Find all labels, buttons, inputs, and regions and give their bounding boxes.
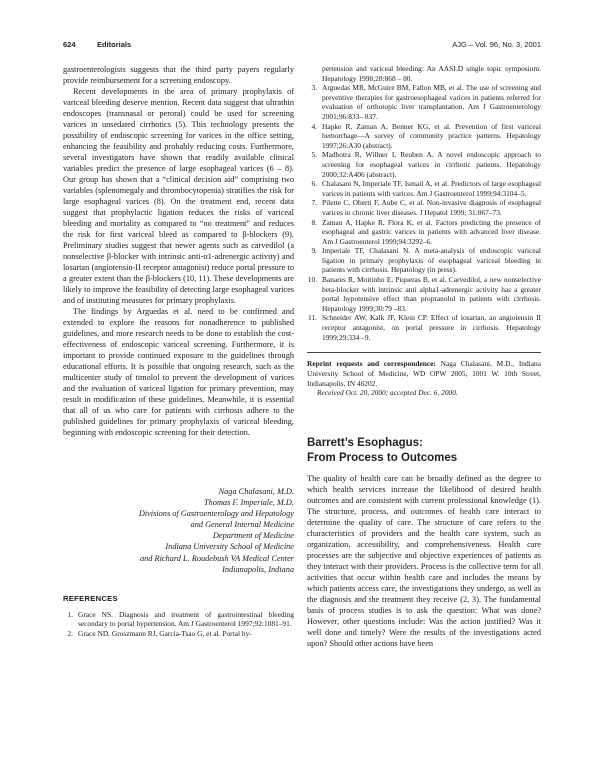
reference-text: Zaman A, Hapke R, Flora K, et al. Factors predicting the presence of esophageal and gastric varices in patients with advanced liver disease. Am J Gastroenterol 1999;94:3292–6. — [322, 217, 541, 246]
article-title-line: Barrett’s Esophagus: — [307, 437, 423, 450]
reference-item — [307, 83, 541, 121]
reference-item — [63, 629, 294, 639]
reference-number: 8. — [311, 217, 317, 227]
body-paragraph: Recent developments in the area of primary prophylaxis of variceal bleeding deserve mention. Recent data suggest that ultrathin endoscopes (transnasal or peroral) could be used for screening varices in unsedated cirrhotics (5). This technology presents the possibility of endoscopic screening for varices in the office setting, enhancing the feasibility and probably reducing costs. Furthermore, several investigators have shown that readily available clinical variables predict the presence of large esophageal varices (6 – 8). Our group has shown that a “clinical decision aid” comprising two variables (splenomegaly and thrombocytopenia) stratifies the risk for large esophageal varices (8). On the treatment end, recent data suggest that prophylactic ligation reduces the risks of variceal bleeding and mortality as compared to “no treatment” and reduces the risk for first variceal bleed as compared to β-blockers (9). Preliminary studies suggest that newer agents such as carvedilol (a nonselective β-blocker with intrinsic anti-α1-adrenergic activity) and losartan (angiotensin-II receptor antagonist) reduce portal pressure to a greater extent than the β-blockers (10, 11). These developments are likely to improve the feasibility of detecting large esophageal varices and of instituting measures for primary prophylaxis. — [63, 87, 294, 305]
reference-text: Grace ND, Groszmann RJ, Garcia-Tsao G, et al. Portal hy- — [78, 628, 252, 638]
correspondence-block — [307, 352, 541, 398]
reference-number: 6. — [311, 179, 317, 189]
reference-text: Schneider AW, Kalk JF, Klein CP. Effect of losartan, an angiotensin II receptor antagonist, on portal pressure in cirrhosis. Hepatology 1999;29:334 –9. — [322, 313, 541, 342]
reference-text: Grace NS. Diagnosis and treatment of gastrointestinal bleeding secondary to portal hypertension. Am J Gastroenterol 1997;92:1081–91. — [78, 609, 294, 629]
reference-item — [63, 610, 294, 629]
left-column — [63, 64, 294, 639]
reference-item — [307, 313, 541, 342]
reference-text: Imperiale TF, Chalasani N. A meta-analysis of endoscopic variceal ligation in primary prophylaxis of esophageal variceal bleeding in patients with cirrhosis. Hepatology (in press). — [322, 246, 541, 275]
reference-item — [307, 122, 541, 151]
reference-list-continued — [307, 64, 541, 342]
reference-number: 5. — [311, 150, 317, 160]
reference-text: Hapke R, Zaman A, Benner KG, et al. Prevention of first variceal hemorrhage—A survey of community practice patterns. Hepatology 1997;26:A30 (abstract). — [322, 121, 541, 150]
reference-item — [307, 198, 541, 217]
reference-number: 11. — [308, 313, 317, 323]
reference-number: 3. — [311, 83, 317, 93]
reference-text: Pilette C, Oberti F, Aube C, et al. Non-invasive diagnosis of esophageal varices in chronic liver diseases. J Hepatol 1999; 31:867–73. — [322, 198, 541, 217]
reference-text: Chalasani N, Imperiale TF, Ismail A, et al. Predictors of large esophageal varices in patients with varices. Am J Gastroenterol 1999;94:3104–5. — [322, 179, 541, 198]
article-title — [307, 436, 541, 465]
reference-item — [307, 218, 541, 247]
reference-item-continued — [307, 64, 541, 83]
right-column — [307, 64, 541, 649]
affiliation-line: and Richard L. Roudebush VA Medical Center — [139, 553, 294, 563]
correspondence-label: Reprint requests and correspondence: — [307, 359, 436, 369]
reference-item — [307, 275, 541, 313]
reference-text: pertension and variceal bleeding: An AASLD single topic symposium. Hepatology 1998;28:868 – 80. — [322, 64, 541, 83]
article-body-paragraph: The quality of health care can be broadly defined as the degree to which health services increase the likelihood of desired health outcomes and are consistent with current professional knowledge (1). The structure, process, and outcomes of health care interact to determine the quality of care. The structure of care refers to the characteristics of providers and the health care system, such as organization, accessibility, and comprehensiveness. Health care processes are the subjective and objective experiences of patients as they interact with their providers. Process is the collective term for all activities that occur within health care and includes the means by which patients access care, the investigations they undergo, as well as the diagnosis and the treatment they receive (2, 3). The fundamental basis of process studies is to ask the question: What was done? However, other questions include: Was the action justified? Was it well done and timely? Were the results of the investigations acted upon? Should other actions have been — [307, 474, 541, 649]
correspondence-text — [307, 359, 541, 388]
affiliation-line: Indianapolis, Indiana — [222, 564, 294, 574]
reference-number: 4. — [311, 121, 317, 131]
affiliation-line: Department of Medicine — [212, 531, 294, 541]
reference-item — [307, 150, 541, 179]
journal-citation: AJG – Vol. 96, No. 3, 2001 — [452, 40, 541, 49]
reference-text: Arguedas MR, McGuire BM, Fallon MB, et al. The use of screening and preventive therapies for gastroesophageal varices in patients referred for evaluation of orthotopic liver transplantation. Am J Gastroenterology 2001;96:833– 837. — [322, 83, 541, 121]
reference-list — [63, 610, 294, 639]
affiliation-line: Divisions of Gastroenterology and Hepatology — [138, 509, 294, 519]
reference-item — [307, 179, 541, 198]
reference-number: 10. — [307, 275, 317, 285]
body-paragraph: The findings by Arguedas et al. need to be confirmed and extended to explore the reasons for nonadherence to published guidelines, and more research needs to be done to establish the cost-effectiveness of endoscopic variceal screening. Furthermore, it is important to provide continued exposure to the guidelines through educational efforts. It is possible that ongoing research, such as the multicenter study of timolol to prevent the development of varices and the evaluation of variceal ligation for primary prevention, may result in modification of these guidelines. Meanwhile, it is essential that all of us who care for patients with cirrhosis adhere to the published guidelines for primary prophylaxis of variceal bleeding, beginning with endoscopic screening for their detection. — [63, 307, 294, 437]
body-paragraph: gastroenterologists suggests that the third party payers regularly provide reimbursement for a screening endoscopy. — [63, 65, 294, 85]
author-name: Naga Chalasani, M.D. — [218, 487, 294, 496]
correspondence-address: Naga Chalasani, M.D., Indiana University School of Medicine, WD OPW 2005, 1001 W. 10th Street, Indianapolis, IN 46202. — [307, 359, 541, 388]
reference-item — [307, 246, 541, 275]
reference-number: 2. — [67, 628, 73, 638]
affiliation-line: and General Internal Medicine — [190, 520, 294, 530]
reference-number: 9. — [311, 246, 317, 256]
author-signature — [63, 486, 294, 575]
reference-text: Banares R, Moitinho E, Piqueras B, et al. Carvedilol, a new nonselective beta-blocker with intrinsic anti alpha1-adrenergic activity has a greater portal hypotensive effect than propranolol in patients with cirrhosis. Hepatology 1999;30:79 –83. — [322, 275, 541, 313]
reference-text: Madhotra R, Willner I, Reuben A. A novel endoscopic approach to screening for esophageal varices in cirrhotic patients. Hepatology 2000;32:A406 (abstract). — [322, 150, 541, 179]
author-name: Thomas F. Imperiale, M.D. — [204, 498, 294, 508]
references-heading: REFERENCES — [63, 593, 118, 603]
affiliation-line: Indiana University School of Medicine — [165, 542, 294, 552]
received-date: Received Oct. 20, 2000; accepted Dec. 6, 2000. — [317, 388, 458, 398]
article-title-line: From Process to Outcomes — [307, 451, 458, 464]
section-name: Editorials — [97, 40, 132, 49]
page-number: 624 — [63, 40, 76, 49]
reference-number: 7. — [311, 198, 317, 208]
reference-number: 1. — [67, 609, 73, 619]
running-head — [63, 40, 541, 54]
